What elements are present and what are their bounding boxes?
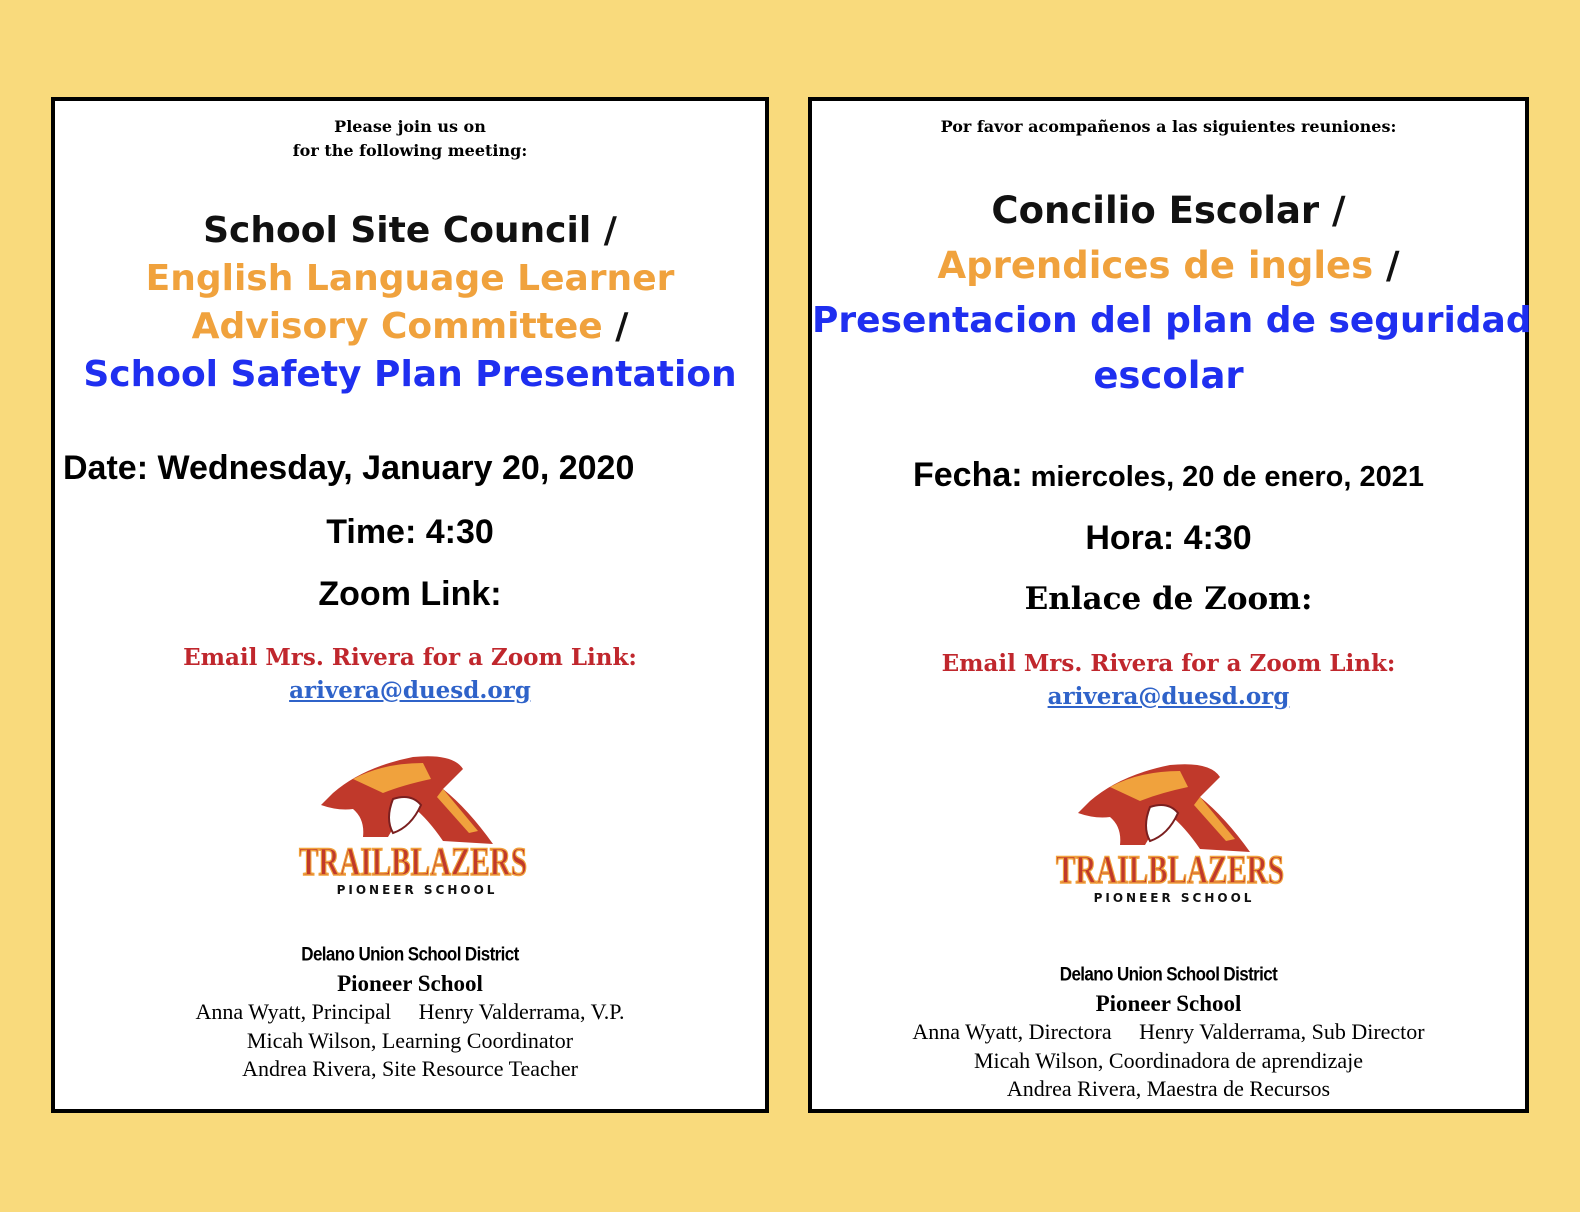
staff-line: Micah Wilson, Coordinadora de aprendizaje — [973, 1047, 1364, 1073]
flyer-spanish — [808, 97, 1532, 1113]
title-line: Concilio Escolar / — [991, 189, 1346, 232]
staff-line: Anna Wyatt, Directora Henry Valderrama, Sub Director — [912, 1019, 1425, 1044]
zoom-label: Enlace de Zoom: — [1024, 581, 1313, 617]
date-value: miercoles, 20 de enero, 2021 — [1022, 461, 1424, 493]
email-link[interactable]: arivera@duesd.org — [1047, 683, 1290, 710]
logo-text: TRAILBLAZERS — [299, 839, 527, 884]
email-prompt: Email Mrs. Rivera for a Zoom Link: — [183, 644, 637, 671]
footer — [812, 961, 1525, 1104]
zoom-label: Zoom Link: — [318, 575, 502, 613]
staff-line: Micah Wilson, Learning Coordinator — [246, 1027, 574, 1053]
trailblazers-logo — [293, 749, 533, 899]
title-fragment: Aprendices de ingles — [937, 244, 1374, 287]
title-line: School Site Council / — [203, 210, 617, 251]
trailblazers-logo — [1050, 757, 1290, 907]
intro-text: Por favor acompañenos a las siguientes reuniones: — [940, 117, 1397, 136]
title-fragment: Advisory Committee — [191, 306, 603, 347]
title-line — [55, 303, 765, 351]
staff-line: Andrea Rivera, Maestra de Recursos — [1006, 1076, 1331, 1101]
staff-line: Anna Wyatt, Principal Henry Valderrama, V.P. — [195, 999, 625, 1024]
email-block — [812, 647, 1525, 713]
title-line: Presentacion del plan de seguridad — [812, 300, 1532, 341]
title-line: English Language Learner — [145, 258, 675, 299]
email-prompt: Email Mrs. Rivera for a Zoom Link: — [941, 650, 1396, 677]
staff-line: Andrea Rivera, Site Resource Teacher — [242, 1056, 578, 1081]
intro-line: Please join us on — [334, 117, 486, 136]
title-line — [812, 238, 1525, 293]
logo-subtext: PIONEER SCHOOL — [1093, 891, 1255, 905]
title-fragment: / — [1373, 244, 1400, 287]
meeting-time: Time: 4:30 — [326, 513, 494, 551]
title-line: School Safety Plan Presentation — [83, 354, 737, 395]
title-fragment: / — [602, 306, 629, 347]
meeting-title — [812, 183, 1532, 403]
logo-text: TRAILBLAZERS — [1056, 847, 1284, 892]
flyer-english — [51, 97, 769, 1113]
district-name: Delano Union School District — [301, 943, 519, 966]
email-link[interactable]: arivera@duesd.org — [289, 677, 531, 704]
logo-subtext: PIONEER SCHOOL — [336, 883, 498, 897]
intro-text — [55, 115, 765, 163]
title-line: escolar — [1093, 354, 1244, 397]
meeting-date: Date: Wednesday, January 20, 2020 — [63, 449, 635, 487]
school-name: Pioneer School — [337, 970, 483, 996]
intro-line: for the following meeting: — [292, 141, 528, 160]
meeting-time: Hora: 4:30 — [1085, 519, 1252, 557]
school-name: Pioneer School — [1095, 990, 1242, 1016]
email-block — [55, 641, 765, 707]
date-label: Fecha: — [913, 456, 1023, 494]
meeting-date — [812, 456, 1525, 495]
footer — [55, 941, 765, 1084]
meeting-title — [55, 207, 765, 399]
district-name: Delano Union School District — [1059, 963, 1278, 986]
